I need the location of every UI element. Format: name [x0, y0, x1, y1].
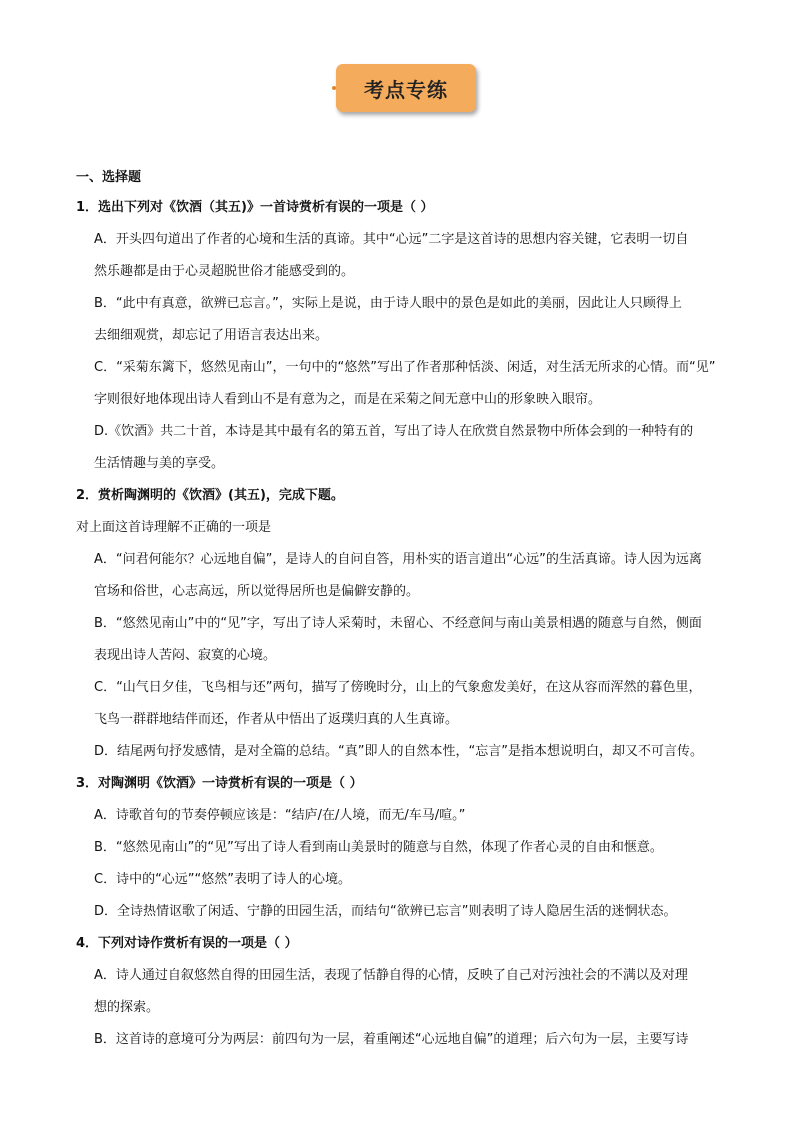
option-a[interactable]: [76, 544, 746, 608]
option-line: 飞鸟一群群地结伴而还，作者从中悟出了返璞归真的人生真谛。: [94, 712, 459, 727]
option-line: D．全诗热情讴歌了闲适、宁静的田园生活，而结句“欲辨已忘言”则表明了诗人隐居生活的迷惘状态。: [94, 904, 677, 919]
option-line: A．诗人通过自叙悠然自得的田园生活，表现了恬静自得的心情，反映了自己对污浊社会的不满以及对理: [94, 968, 688, 983]
option-line: B．“悠然见南山”的“见”写出了诗人看到南山美景时的随意与自然，体现了作者心灵的自由和惬意。: [94, 840, 663, 855]
question-sub: 对上面这首诗理解不正确的一项是: [76, 520, 272, 535]
option-line: C．诗中的“心远”“悠然”表明了诗人的心境。: [94, 872, 352, 887]
option-b[interactable]: [76, 1024, 746, 1056]
option-line: 字则很好地体现出诗人看到山不是有意为之，而是在采菊之间无意中山的形象映入眼帘。: [94, 392, 602, 407]
option-c[interactable]: [76, 352, 746, 416]
section-badge: [336, 64, 476, 112]
question-list: [76, 164, 746, 1056]
option-a[interactable]: [76, 960, 746, 1024]
option-line: 然乐趣都是由于心灵超脱世俗才能感受到的。: [94, 264, 355, 279]
question-stem: 2．赏析陶渊明的《饮酒》(其五)，完成下题。: [76, 488, 344, 503]
question-stem: 1．选出下列对《饮酒（其五)》一首诗赏析有误的一项是（ ）: [76, 200, 434, 215]
option-line: B．“此中有真意，欲辨已忘言。”，实际上是说，由于诗人眼中的景色是如此的美丽，因此让人只顾得上: [94, 296, 682, 311]
option-b[interactable]: [76, 832, 746, 864]
badge-label: 考点专练: [364, 77, 448, 102]
option-line: C．“采菊东篱下，悠然见南山”，一句中的“悠然”写出了作者那种恬淡、闲适，对生活无所求的心情。而“见”: [94, 360, 716, 375]
option-b[interactable]: [76, 608, 746, 672]
option-a[interactable]: [76, 800, 746, 832]
option-line: 生活情趣与美的享受。: [94, 456, 225, 471]
option-line: A．“问君何能尔？心远地自偏”，是诗人的自问自答，用朴实的语言道出“心远”的生活真谛。诗人因为远离: [94, 552, 702, 567]
option-line: B．“悠然见南山”中的“见”字，写出了诗人采菊时，未留心、不经意间与南山美景相遇的随意与自然，侧面: [94, 616, 702, 631]
question-stem: 4．下列对诗作赏析有误的一项是（ ）: [76, 936, 298, 951]
option-line: 官场和俗世，心志高远，所以觉得居所也是偏僻安静的。: [94, 584, 420, 599]
option-d[interactable]: [76, 416, 746, 480]
section-title: 一、选择题: [76, 170, 142, 185]
option-line: 去细细观赏，却忘记了用语言表达出来。: [94, 328, 329, 343]
option-line: C．“山气日夕佳，飞鸟相与还”两句，描写了傍晚时分，山上的气象愈发美好，在这从容而浑然的暮色里，: [94, 680, 702, 695]
option-c[interactable]: [76, 864, 746, 896]
option-line: A．开头四句道出了作者的心境和生活的真谛。其中“心远”二字是这首诗的思想内容关键，它表明一切自: [94, 232, 689, 247]
option-d[interactable]: [76, 736, 746, 768]
option-line: 想的探索。: [94, 1000, 160, 1015]
option-a[interactable]: [76, 224, 746, 288]
option-line: 表现出诗人苦闷、寂寞的心境。: [94, 648, 277, 663]
option-line: B．这首诗的意境可分为两层：前四句为一层，着重阐述“心远地自偏”的道理；后六句为一层，主要写诗: [94, 1032, 689, 1047]
option-d[interactable]: [76, 896, 746, 928]
option-line: A．诗歌首句的节奏停顿应该是：“结庐/在/人境，而无/车马/喧。”: [94, 808, 466, 823]
option-line: D．结尾两句抒发感情，是对全篇的总结。“真”即人的自然本性，“忘言”是指本想说明白，却又不可言传。: [94, 744, 703, 759]
option-c[interactable]: [76, 672, 746, 736]
option-line: D.《饮酒》共二十首，本诗是其中最有名的第五首，写出了诗人在欣赏自然景物中所体会到的一种特有的: [94, 424, 694, 439]
question-stem: 3．对陶渊明《饮酒》一诗赏析有误的一项是（ ）: [76, 776, 363, 791]
option-b[interactable]: [76, 288, 746, 352]
